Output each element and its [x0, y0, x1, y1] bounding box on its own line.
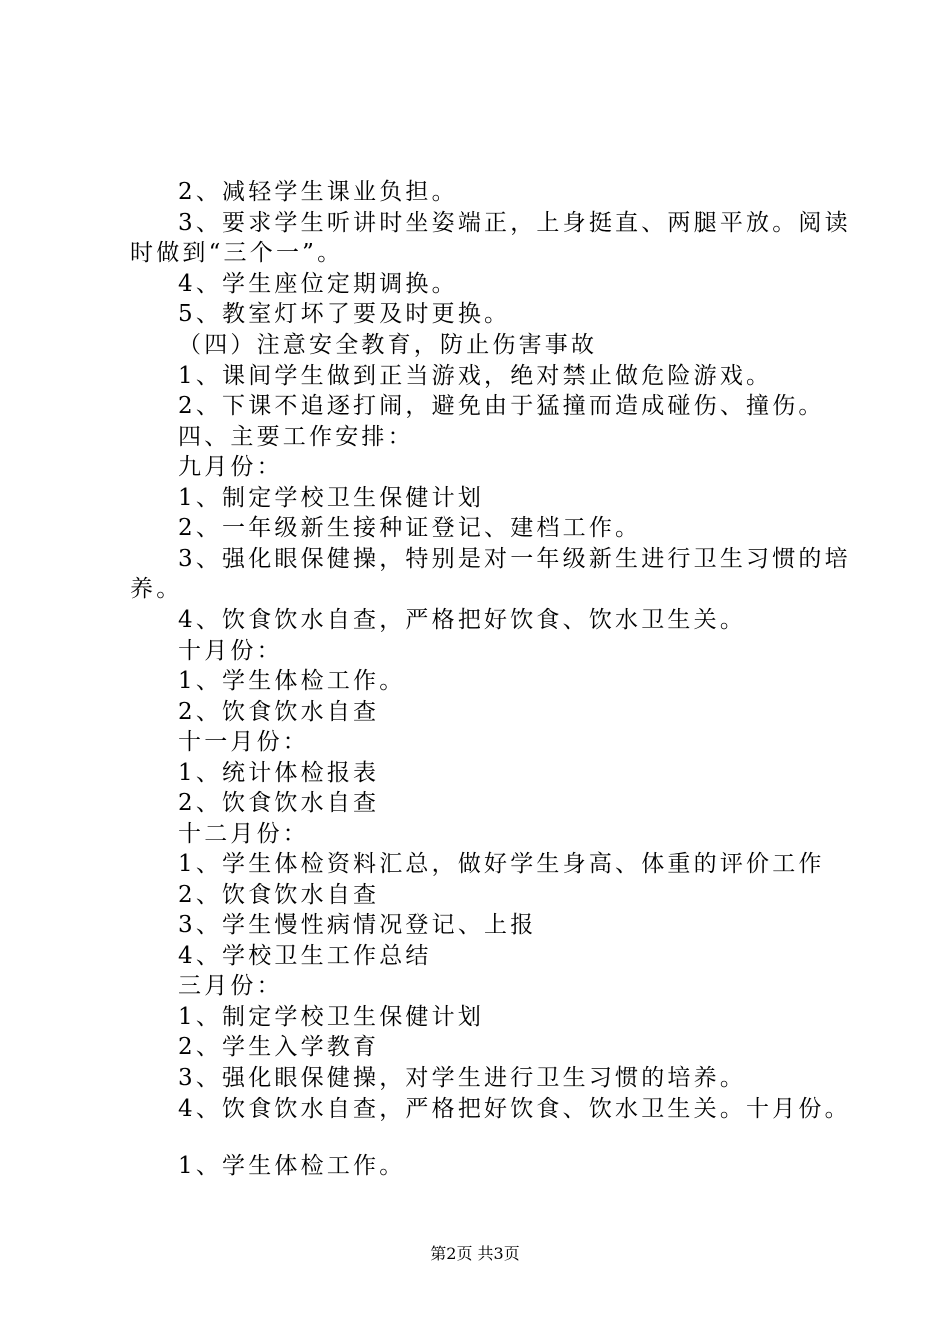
- text-line: 3、强化眼保健操，对学生进行卫生习惯的培养。: [178, 1065, 747, 1091]
- text-line: 3、学生慢性病情况登记、上报: [178, 912, 537, 938]
- text-line: 1、统计体检报表: [178, 760, 380, 786]
- text-line: 5、教室灯坏了要及时更换。: [178, 301, 511, 327]
- month-heading: 十二月份：: [178, 821, 309, 847]
- text-line: 2、饮食饮水自查: [178, 699, 380, 725]
- text-line: 2、学生入学教育: [178, 1034, 380, 1060]
- text-line: 3、强化眼保健操，特别是对一年级新生进行卫生习惯的培: [178, 546, 851, 572]
- text-line: 4、饮食饮水自查，严格把好饮食、饮水卫生关。: [178, 607, 747, 633]
- text-line: 时做到“三个一”。: [130, 240, 344, 266]
- text-line: 2、减轻学生课业负担。: [178, 179, 458, 205]
- text-line: 养。: [130, 576, 183, 602]
- text-line: 2、饮食饮水自查: [178, 790, 380, 816]
- text-line: 3、要求学生听讲时坐姿端正，上身挺直、两腿平放。阅读: [178, 210, 851, 236]
- section-heading: （四）注意安全教育，防止伤害事故: [178, 332, 598, 358]
- month-heading: 十一月份：: [178, 729, 309, 755]
- text-line: 2、饮食饮水自查: [178, 882, 380, 908]
- month-heading: 三月份：: [178, 973, 283, 999]
- text-line: 1、学生体检工作。: [178, 668, 406, 694]
- page-number-footer: 第2页 共3页: [430, 1244, 520, 1263]
- section-heading: 四、主要工作安排：: [178, 424, 414, 450]
- text-line: 1、学生体检资料汇总，做好学生身高、体重的评价工作: [178, 851, 825, 877]
- text-line: 2、一年级新生接种证登记、建档工作。: [178, 515, 642, 541]
- text-line: 1、课间学生做到正当游戏，绝对禁止做危险游戏。: [178, 363, 773, 389]
- text-line: 4、饮食饮水自查，严格把好饮食、饮水卫生关。十月份。: [178, 1096, 851, 1122]
- month-heading: 九月份：: [178, 454, 283, 480]
- text-line: 4、学校卫生工作总结: [178, 943, 432, 969]
- text-line: 1、学生体检工作。: [178, 1153, 406, 1179]
- text-line: 4、学生座位定期调换。: [178, 271, 458, 297]
- text-line: 1、制定学校卫生保健计划: [178, 485, 485, 511]
- text-line: 2、下课不追逐打闹，避免由于猛撞而造成碰伤、撞伤。: [178, 393, 825, 419]
- text-line: 1、制定学校卫生保健计划: [178, 1004, 485, 1030]
- month-heading: 十月份：: [178, 638, 283, 664]
